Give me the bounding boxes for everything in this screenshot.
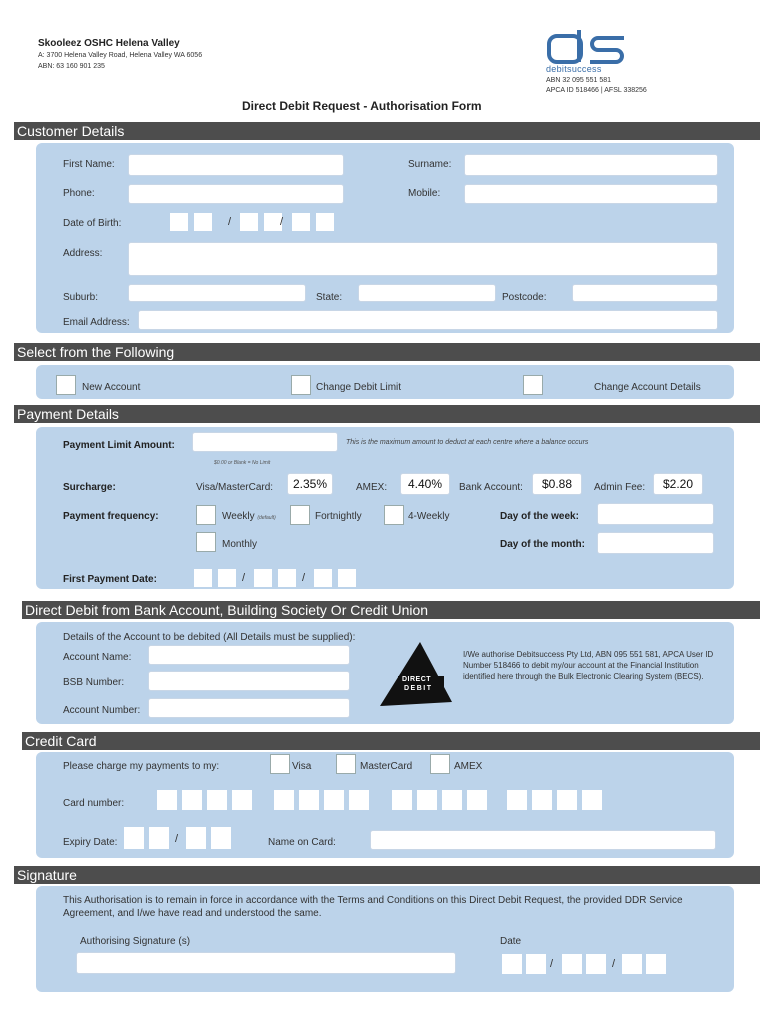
fortnightly-label: Fortnightly bbox=[315, 511, 362, 522]
signature-year-box-2[interactable] bbox=[646, 954, 666, 974]
state-label: State: bbox=[316, 292, 343, 303]
card-number-box-11[interactable] bbox=[442, 790, 462, 810]
name-on-card-label: Name on Card: bbox=[268, 837, 336, 848]
admin-fee-label: Admin Fee: bbox=[594, 482, 646, 493]
dob-day-box-1[interactable] bbox=[170, 213, 188, 231]
mastercard-checkbox[interactable] bbox=[336, 754, 356, 774]
amex-surcharge: 4.40% bbox=[400, 473, 450, 495]
fortnightly-checkbox[interactable] bbox=[290, 505, 310, 525]
card-number-box-6[interactable] bbox=[299, 790, 319, 810]
name-on-card-field[interactable] bbox=[370, 830, 716, 850]
payment-limit-field[interactable] bbox=[192, 432, 338, 452]
charge-payments-label: Please charge my payments to my: bbox=[63, 761, 220, 772]
first-name-field[interactable] bbox=[128, 154, 344, 176]
card-number-box-8[interactable] bbox=[349, 790, 369, 810]
postcode-label: Postcode: bbox=[502, 292, 547, 303]
email-label: Email Address: bbox=[63, 317, 130, 328]
four-weekly-checkbox[interactable] bbox=[384, 505, 404, 525]
day-of-month-label: Day of the month: bbox=[500, 539, 585, 550]
visa-mc-label: Visa/MasterCard: bbox=[196, 482, 274, 493]
card-number-box-15[interactable] bbox=[557, 790, 577, 810]
four-weekly-label: 4-Weekly bbox=[408, 511, 450, 522]
weekly-text: Weekly bbox=[222, 511, 255, 522]
account-number-label: Account Number: bbox=[63, 705, 141, 716]
weekly-checkbox[interactable] bbox=[196, 505, 216, 525]
card-number-box-2[interactable] bbox=[182, 790, 202, 810]
dob-label: Date of Birth: bbox=[63, 218, 122, 229]
surname-label: Surname: bbox=[408, 159, 452, 170]
first-payment-day-box-1[interactable] bbox=[194, 569, 212, 587]
bsb-label: BSB Number: bbox=[63, 677, 125, 688]
expiry-month-box-1[interactable] bbox=[124, 827, 144, 849]
payment-frequency-label: Payment frequency: bbox=[63, 511, 159, 522]
signature-statement: This Authorisation is to remain in force in accordance with the Terms and Conditions on this Direct Debit Request, the provided DDR Service Agreement, and I/we have read and understood the same. bbox=[63, 895, 683, 919]
dob-separator-2: / bbox=[280, 216, 284, 228]
signature-date-separator-1: / bbox=[550, 958, 554, 970]
expiry-year-box-1[interactable] bbox=[186, 827, 206, 849]
first-payment-date-label: First Payment Date: bbox=[63, 574, 157, 585]
signature-year-box-1[interactable] bbox=[622, 954, 642, 974]
surname-field[interactable] bbox=[464, 154, 718, 176]
logo-wordmark: debitsuccess bbox=[546, 64, 602, 74]
section-bank-account: Direct Debit from Bank Account, Building Society Or Credit Union bbox=[22, 601, 760, 619]
card-number-box-5[interactable] bbox=[274, 790, 294, 810]
address-field[interactable] bbox=[128, 242, 718, 276]
amex-checkbox[interactable] bbox=[430, 754, 450, 774]
card-number-box-7[interactable] bbox=[324, 790, 344, 810]
suburb-label: Suburb: bbox=[63, 292, 99, 303]
mobile-field[interactable] bbox=[464, 184, 718, 204]
company-abn: ABN: 63 160 901 235 bbox=[38, 63, 105, 70]
first-payment-year-box-2[interactable] bbox=[338, 569, 356, 587]
expiry-date-label: Expiry Date: bbox=[63, 837, 118, 848]
signature-month-box-2[interactable] bbox=[586, 954, 606, 974]
address-label: Address: bbox=[63, 248, 103, 259]
amex-card-label: AMEX bbox=[454, 761, 483, 772]
signature-date-label: Date bbox=[500, 936, 522, 947]
bank-authorisation-text: I/We authorise Debitsuccess Pty Ltd, ABN 095 551 581, APCA User ID Number 518466 to debit my/our account at the Financial Institution identified here through the Bulk Electronic Clearing System (BECS). bbox=[463, 650, 714, 681]
weekly-label bbox=[222, 511, 276, 522]
bank-account-fee-label: Bank Account: bbox=[459, 482, 523, 493]
direct-debit-badge-text-1: DIRECT bbox=[402, 676, 432, 683]
direct-debit-badge-text-2: DEBIT bbox=[404, 685, 433, 692]
day-of-week-field[interactable] bbox=[597, 503, 714, 525]
direct-debit-badge-icon bbox=[378, 640, 454, 708]
company-address: A: 3700 Helena Valley Road, Helena Valley WA 6056 bbox=[38, 52, 203, 59]
mobile-label: Mobile: bbox=[408, 188, 441, 199]
suburb-field[interactable] bbox=[128, 284, 306, 302]
monthly-checkbox[interactable] bbox=[196, 532, 216, 552]
payment-limit-note: This is the maximum amount to deduct at each centre where a balance occurs bbox=[346, 439, 589, 446]
visa-checkbox[interactable] bbox=[270, 754, 290, 774]
card-number-box-4[interactable] bbox=[232, 790, 252, 810]
state-field[interactable] bbox=[358, 284, 496, 302]
payment-limit-sub: $0.00 or Blank = No Limit bbox=[214, 460, 271, 466]
card-number-box-10[interactable] bbox=[417, 790, 437, 810]
first-payment-month-box-1[interactable] bbox=[254, 569, 272, 587]
first-payment-month-box-2[interactable] bbox=[278, 569, 296, 587]
expiry-month-box-2[interactable] bbox=[149, 827, 169, 849]
dob-separator-1: / bbox=[228, 216, 232, 228]
account-name-field[interactable] bbox=[148, 645, 350, 665]
account-number-field[interactable] bbox=[148, 698, 350, 718]
card-number-box-9[interactable] bbox=[392, 790, 412, 810]
new-account-checkbox[interactable] bbox=[56, 375, 76, 395]
card-number-box-1[interactable] bbox=[157, 790, 177, 810]
card-number-label: Card number: bbox=[63, 798, 125, 809]
logo-abn: ABN 32 095 551 581 bbox=[546, 77, 611, 84]
change-account-details-label: Change Account Details bbox=[594, 382, 701, 393]
visa-mc-surcharge: 2.35% bbox=[287, 473, 333, 495]
bank-account-fee: $0.88 bbox=[532, 473, 582, 495]
bank-intro: Details of the Account to be debited (All Details must be supplied): bbox=[63, 632, 356, 643]
section-credit-card: Credit Card bbox=[22, 732, 760, 750]
phone-label: Phone: bbox=[63, 188, 95, 199]
postcode-field[interactable] bbox=[572, 284, 718, 302]
monthly-label: Monthly bbox=[222, 539, 258, 550]
card-number-box-3[interactable] bbox=[207, 790, 227, 810]
signature-day-box-2[interactable] bbox=[526, 954, 546, 974]
email-field[interactable] bbox=[138, 310, 718, 330]
dob-day-box-2[interactable] bbox=[194, 213, 212, 231]
dob-year-box-1[interactable] bbox=[292, 213, 310, 231]
section-select: Select from the Following bbox=[14, 343, 760, 361]
signature-day-box-1[interactable] bbox=[502, 954, 522, 974]
account-name-label: Account Name: bbox=[63, 652, 132, 663]
weekly-default-note: (default) bbox=[257, 515, 276, 521]
first-payment-separator-2: / bbox=[302, 572, 306, 584]
authorising-signature-label: Authorising Signature (s) bbox=[80, 936, 191, 947]
bsb-field[interactable] bbox=[148, 671, 350, 691]
day-of-month-field[interactable] bbox=[597, 532, 714, 554]
surcharge-label: Surcharge: bbox=[63, 482, 116, 493]
admin-fee: $2.20 bbox=[653, 473, 703, 495]
mastercard-label: MasterCard bbox=[360, 761, 413, 772]
section-customer-details: Customer Details bbox=[14, 122, 760, 140]
form-title: Direct Debit Request - Authorisation Form bbox=[242, 99, 482, 113]
expiry-year-box-2[interactable] bbox=[211, 827, 231, 849]
payment-limit-label: Payment Limit Amount: bbox=[63, 440, 175, 451]
amex-label: AMEX: bbox=[356, 482, 388, 493]
phone-field[interactable] bbox=[128, 184, 344, 204]
section-payment-details: Payment Details bbox=[14, 405, 760, 423]
authorising-signature-field[interactable] bbox=[76, 952, 456, 974]
day-of-week-label: Day of the week: bbox=[500, 511, 579, 522]
expiry-separator: / bbox=[175, 833, 179, 845]
card-number-box-12[interactable] bbox=[467, 790, 487, 810]
company-name: Skooleez OSHC Helena Valley bbox=[38, 38, 180, 49]
new-account-label: New Account bbox=[82, 382, 141, 393]
card-number-box-13[interactable] bbox=[507, 790, 527, 810]
signature-month-box-1[interactable] bbox=[562, 954, 582, 974]
change-debit-limit-label: Change Debit Limit bbox=[316, 382, 402, 393]
first-name-label: First Name: bbox=[63, 159, 115, 170]
first-payment-day-box-2[interactable] bbox=[218, 569, 236, 587]
first-payment-year-box-1[interactable] bbox=[314, 569, 332, 587]
logo-apca: APCA ID 518466 | AFSL 338256 bbox=[546, 87, 647, 94]
card-number-box-16[interactable] bbox=[582, 790, 602, 810]
visa-label: Visa bbox=[292, 761, 312, 772]
dob-month-box-1[interactable] bbox=[240, 213, 258, 231]
section-signature: Signature bbox=[14, 866, 760, 884]
change-debit-limit-checkbox[interactable] bbox=[291, 375, 311, 395]
signature-date-separator-2: / bbox=[612, 958, 616, 970]
change-account-details-checkbox[interactable] bbox=[523, 375, 543, 395]
dob-year-box-2[interactable] bbox=[316, 213, 334, 231]
card-number-box-14[interactable] bbox=[532, 790, 552, 810]
first-payment-separator-1: / bbox=[242, 572, 246, 584]
